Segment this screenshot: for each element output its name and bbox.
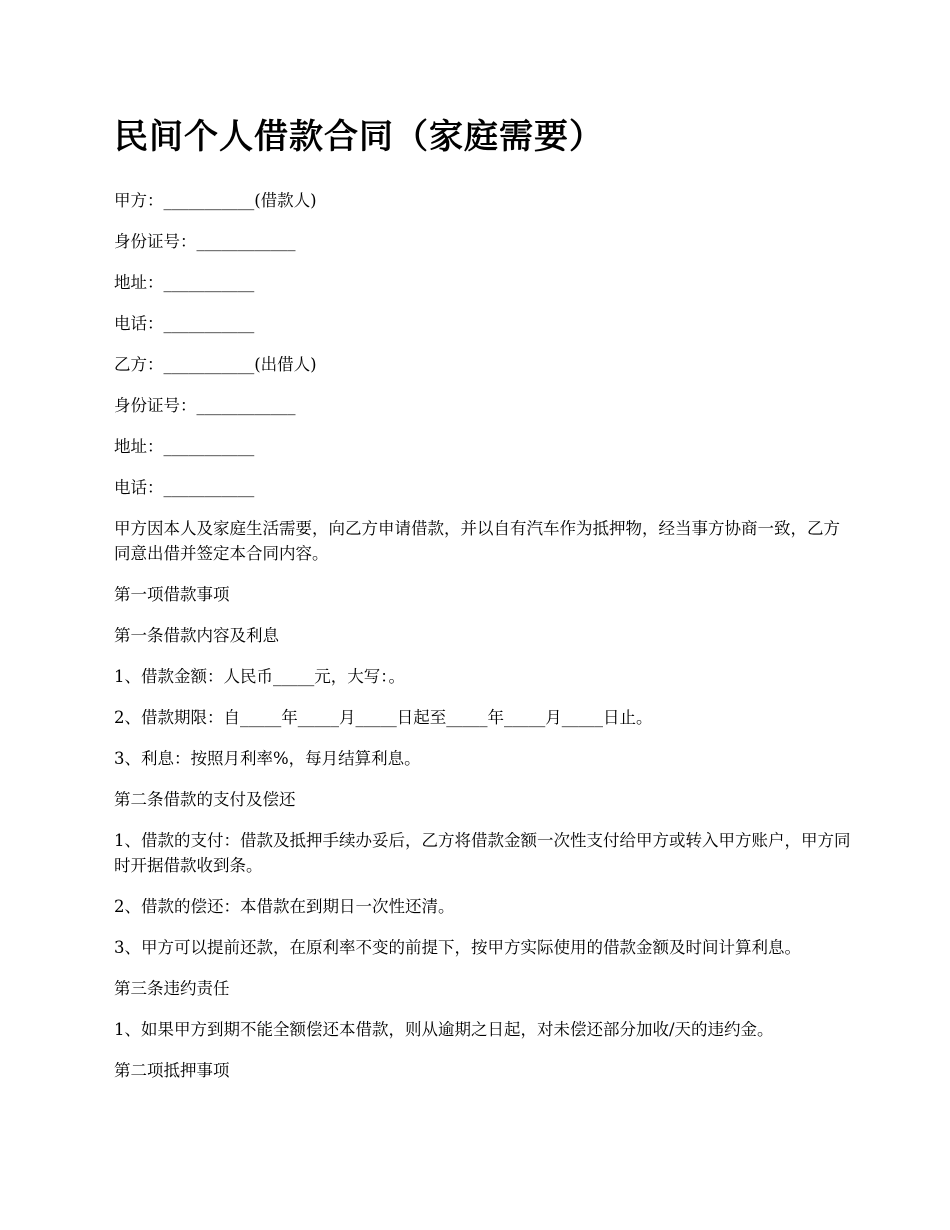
article-heading-payment-repayment: 第二条借款的支付及偿还 <box>114 790 296 809</box>
party-b-address-line: 地址：___________ <box>114 437 255 456</box>
clause-loan-amount: 1、借款金额：人民币_____元，大写：。 <box>114 667 405 686</box>
document-page <box>114 112 854 1099</box>
clause-early-repayment: 3、甲方可以提前还款，在原利率不变的前提下，按甲方实际使用的借款金额及时间计算利息。 <box>114 938 801 957</box>
clause-loan-term: 2、借款期限：自_____年_____月_____日起至_____年_____月_____日止。 <box>114 708 653 727</box>
party-b-phone-line: 电话：___________ <box>114 478 255 497</box>
clause-penalty: 1、如果甲方到期不能全额偿还本借款，则从逾期之日起，对未偿还部分加收/天的违约金。 <box>114 1020 774 1039</box>
party-a-id-line: 身份证号：____________ <box>114 232 296 251</box>
article-heading-loan-content: 第一条借款内容及利息 <box>114 626 279 645</box>
document-title: 民间个人借款合同（家庭需要） <box>114 117 604 157</box>
clause-interest: 3、利息：按照月利率%，每月结算利息。 <box>114 749 421 768</box>
clause-payment: 1、借款的支付：借款及抵押手续办妥后，乙方将借款金额一次性支付给甲方或转入甲方账户，甲方同时开据借款收到条。 <box>114 831 851 875</box>
party-a-name-line: 甲方：___________(借款人) <box>114 191 317 210</box>
article-heading-liability: 第三条违约责任 <box>114 979 230 998</box>
preamble-paragraph: 甲方因本人及家庭生活需要，向乙方申请借款，并以自有汽车作为抵押物，经当事方协商一致，乙方同意出借并签定本合同内容。 <box>114 519 840 563</box>
party-a-address-line: 地址：___________ <box>114 273 255 292</box>
party-a-phone-line: 电话：___________ <box>114 314 255 333</box>
section-heading-loan-matters: 第一项借款事项 <box>114 585 230 604</box>
party-b-name-line: 乙方：___________(出借人) <box>114 355 317 374</box>
section-heading-mortgage-matters: 第二项抵押事项 <box>114 1061 230 1080</box>
party-b-id-line: 身份证号：____________ <box>114 396 296 415</box>
clause-repayment: 2、借款的偿还：本借款在到期日一次性还清。 <box>114 897 455 916</box>
